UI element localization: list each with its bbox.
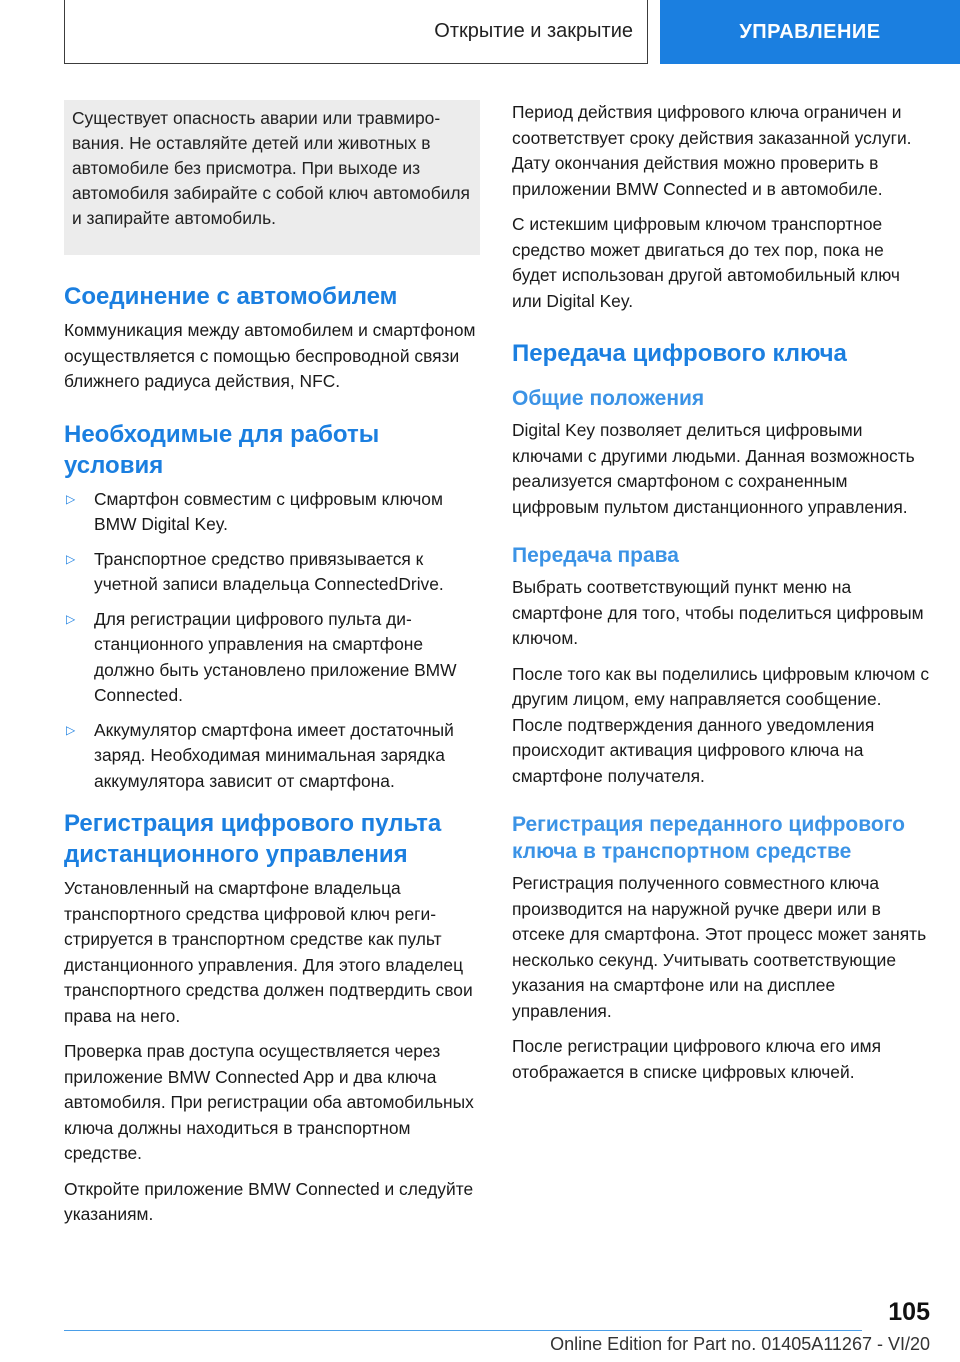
triangle-right-outline-icon: ▷ [66,551,76,566]
validity-paragraph: Период действия цифрового ключа ограничен и соответствует сроку действия заказанной услуги. Дату окончания действия можно проверить в приложении BMW Connected и в автомобиле. [512,102,912,199]
registration-paragraph: Откройте приложение BMW Connected и следуйте указаниям. [64,1178,474,1224]
requirements-list [64,487,480,795]
rights-paragraph: Выбрать соответствующий пункт меню на смартфоне для того, чтобы поделиться цифровым ключом. [512,577,924,648]
warning-box [64,100,480,255]
page-number: 105 [888,1298,930,1326]
heading-connection: Соединение с автомобилем [64,283,398,310]
list-item: ▷ Смартфон совместим с цифровым ключом BMW Digital Key. [66,488,443,534]
registration-paragraph: Установленный на смартфоне владельца транспортного средства цифровой ключ регистрируется в транспортном средстве как пульт дистанционного управления. Для этого владелец транспортного средства должен подтвердить свои права на него. [64,878,473,1026]
left-column [64,100,480,1238]
warning-text: Существует опасность аварии или травмирования. Не оставляйте детей или животных в автомобиле без присмотра. При выходе из автомобиля забирайте с собой ключ автомобиля и запирайте автомобиль. [72,108,470,228]
registered-paragraph: Регистрация полученного совместного ключа производится на наружной ручке двери или в отсеке для смартфона. Этот процесс может занять несколько секунд. Учитывать соответствующие указания на смартфоне или на дисплее управления. [512,873,927,1021]
subheading-registered: Регистрация переданного цифрового ключа в транспортном средстве [512,813,906,863]
subheading-rights: Передача права [512,544,679,567]
running-header-chapter [660,0,960,64]
validity-paragraph: С истекшим цифровым ключом транспортное средство может двигаться до тех пор, пока не будет использован другой автомобильный ключ или Digital Key. [512,214,900,311]
edition-text: Online Edition for Part no. 01405A11267 - VI/20 [550,1334,930,1354]
connection-text: Коммуникация между автомобилем и смартфоном осуществляется с помощью беспроводной связи ближнего радиуса действия, NFC. [64,320,476,391]
general-text: Digital Key позволяет делиться цифровыми ключами с другими людьми. Данная возможность реализуется смартфоном с сохраненным цифровым пультом дистанционного управления. [512,420,915,517]
registration-paragraph: Проверка прав доступа осуществляется через приложение BMW Connected App и два ключа автомобиля. При регистрации оба автомобильных ключа должны находиться в транспортном средстве. [64,1041,474,1163]
list-item: ▷ Аккумулятор смартфона имеет достаточный заряд. Необходимая минимальная зарядка аккумулятора зависит от смартфона. [66,719,454,791]
list-item: ▷ Транспортное средство привязывается к учетной записи владельца ConnectedDrive. [66,548,444,594]
section-title: Открытие и закрытие [434,20,633,42]
subheading-general: Общие положения [512,387,705,410]
footer-divider [64,1330,862,1331]
triangle-right-outline-icon: ▷ [66,491,76,506]
triangle-right-outline-icon: ▷ [66,611,76,626]
registered-paragraph: После регистрации цифрового ключа его имя отображается в списке цифровых ключей. [512,1036,882,1082]
triangle-right-outline-icon: ▷ [66,722,76,737]
chapter-title: УПРАВЛЕНИЕ [739,20,881,43]
heading-requirements: Необходимые для работы условия [64,420,380,479]
list-item: ▷ Для регистрации цифрового пульта дистанционного управления на смартфоне должно быть установлено приложение BMW Connected. [66,608,457,705]
heading-transfer: Передача цифрового ключа [512,340,847,367]
rights-paragraph: После того как вы поделились цифровым ключом с другим лицом, ему направляется сообщение. После подтверждения данного уведомления происходит активация цифрового ключа на смартфоне получателя. [512,663,930,786]
heading-registration: Регистрация цифрового пульта дистанционного управления [64,810,442,868]
right-column [512,100,930,1095]
running-header-section [64,0,648,64]
